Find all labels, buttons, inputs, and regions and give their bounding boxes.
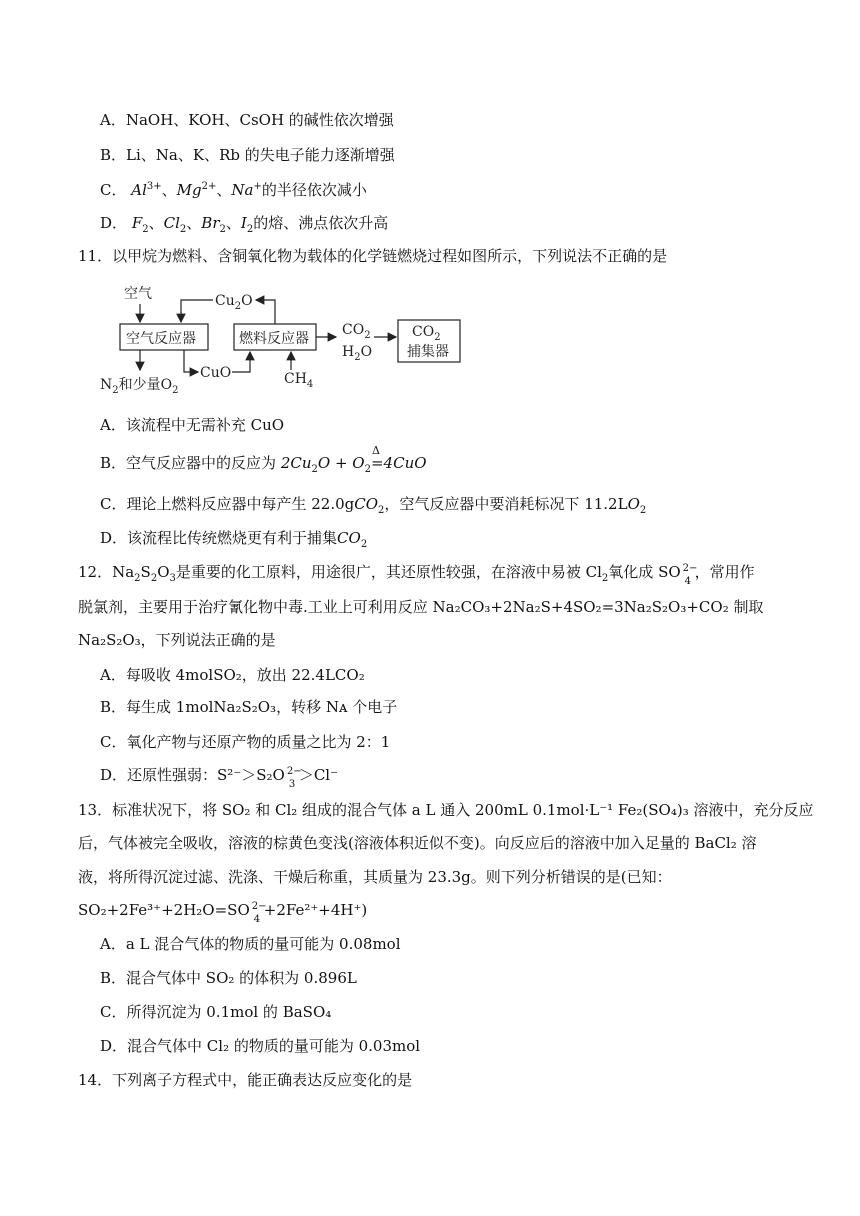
sulfate-ion-charge: 2− 4 <box>251 901 267 925</box>
q11-option-d: D．该流程比传统燃烧更有利于捕集$CO_2$ <box>100 529 368 550</box>
capture-co2-label: $CO_2$ <box>412 324 441 343</box>
capture-label: 捕集器 <box>407 344 449 360</box>
cu2o-label: $Cu_2O$ <box>215 293 253 312</box>
q11-option-b: B．空气反应器中的反应为 $2Cu_2O + O_2$ Δ =4CuO <box>100 444 427 475</box>
q13-stem-line4: SO₂+2Fe³⁺+2H₂O=SO 2− 4 +2Fe²⁺+4H⁺) <box>78 901 368 925</box>
q13-stem-line3: 液，将所得沉淀过滤、洗涤、干燥后称重，其质量为 23.3g。则下列分析错误的是(已知： <box>78 868 672 886</box>
q14-stem: 14．下列离子方程式中，能正确表达反应变化的是 <box>78 1071 413 1089</box>
thiosulfate-ion-charge: 2− 3 <box>286 766 302 790</box>
q13-option-b: B．混合气体中 SO₂ 的体积为 0.896L <box>100 969 357 987</box>
q11-option-c: C．理论上燃料反应器中每产生 22.0gCO$_2$，空气反应器中要消耗标况下 $11.2LO_2$ <box>100 495 647 516</box>
q13-option-d: D．混合气体中 Cl₂ 的物质的量可能为 0.03mol <box>100 1037 421 1055</box>
sulfate-ion-charge: 2− 4 <box>682 563 698 587</box>
q12-stem-line1: 12．$Na_2S_2O_3$是重要的化工原料，用途很广，其还原性较强，在溶液中易被 $Cl_2$氧化成 SO 2− 4 ，常用作 <box>78 563 755 587</box>
air-reactor-label: 空气反应器 <box>126 331 196 347</box>
chemical-looping-diagram <box>98 282 478 402</box>
h2o-label: $H_2O$ <box>342 344 373 363</box>
q13-stem-line2: 后，气体被完全吸收，溶液的棕黄色变浅(溶液体积近似不变)。向反应后的溶液中加入足量的 BaCl₂ 溶 <box>78 834 757 852</box>
cuo-label: CuO <box>200 365 232 381</box>
q12-option-d: D．还原性强弱：S²⁻＞S₂O 2− 3 ＞Cl⁻ <box>100 766 339 790</box>
co2-label: $CO_2$ <box>342 322 371 341</box>
q12-stem-line2: 脱氯剂，主要用于治疗氰化物中毒.工业上可利用反应 Na₂CO₃+2Na₂S+4SO₂=3Na₂S₂O₃+CO₂ 制取 <box>78 598 764 616</box>
q10-option-a: A．NaOH、KOH、CsOH 的碱性依次增强 <box>100 111 394 129</box>
ch4-label: $CH_4$ <box>284 371 314 390</box>
fuel-reactor-label: 燃料反应器 <box>239 331 309 347</box>
q12-option-c: C．氧化产物与还原产物的质量之比为 2：1 <box>100 733 391 751</box>
q10-option-b: B．Li、Na、K、Rb 的失电子能力逐渐增强 <box>100 146 395 164</box>
q13-stem-line1: 13．标准状况下，将 SO₂ 和 Cl₂ 组成的混合气体 a L 通入 200mL 0.1mol·L⁻¹ Fe₂(SO₄)₃ 溶液中，充分反应 <box>78 801 814 819</box>
q12-option-a: A．每吸收 4molSO₂，放出 22.4LCO₂ <box>100 666 365 684</box>
q13-option-c: C．所得沉淀为 0.1mol 的 BaSO₄ <box>100 1003 332 1021</box>
q10-option-d: D． $F_2$、$Cl_2$、$Br_2$、$I_2$的熔、沸点依次升高 <box>100 214 389 235</box>
q12-stem-line3: Na₂S₂O₃，下列说法正确的是 <box>78 631 276 649</box>
q13-option-a: A．a L 混合气体的物质的量可能为 0.08mol <box>100 935 401 953</box>
q11-option-a: A．该流程中无需补充 CuO <box>100 416 285 434</box>
air-label: 空气 <box>124 286 152 302</box>
n2-label: $N_2$和少量$O_2$ <box>100 377 179 396</box>
q12-option-b: B．每生成 1molNa₂S₂O₃，转移 Nᴀ 个电子 <box>100 698 398 716</box>
q11-stem: 11．以甲烷为燃料、含铜氧化物为载体的化学链燃烧过程如图所示，下列说法不正确的是 <box>78 247 668 265</box>
q10-option-c: C． $Al^{3+}$、$Mg^{2+}$、Na+的半径依次减小 <box>100 181 367 199</box>
